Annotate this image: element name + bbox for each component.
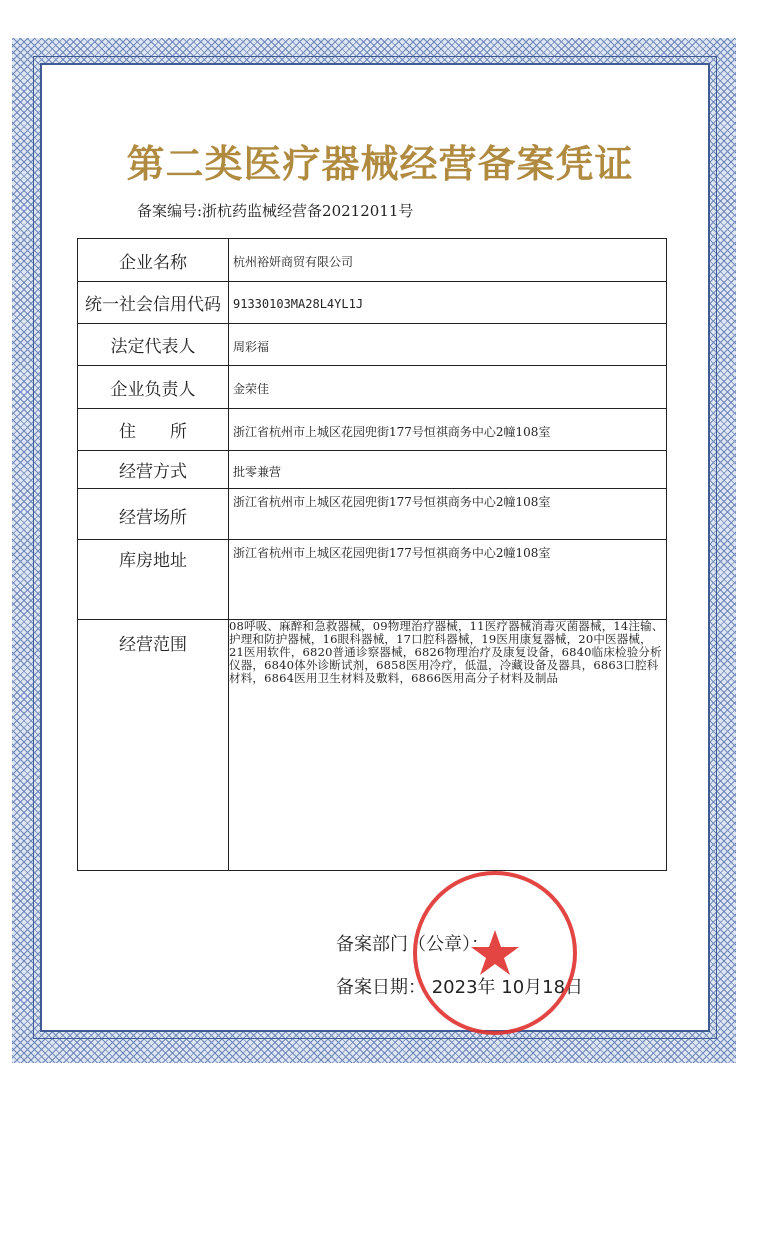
record-number: 备案编号:浙杭药监械经营备20212011号 (137, 202, 414, 220)
row-value: 金荣佳 (229, 366, 667, 409)
info-table (77, 238, 667, 871)
filing-date: 备案日期： 2023年 10月18日 (336, 977, 584, 998)
scope-label: 经营范围 (78, 620, 229, 871)
row-label: 法定代表人 (78, 324, 229, 366)
row-label: 经营场所 (78, 489, 229, 540)
row-value: 杭州裕妍商贸有限公司 (229, 239, 667, 282)
table-row (78, 409, 667, 451)
row-value: 浙江省杭州市上城区花园兜街177号恒祺商务中心2幢108室 (229, 409, 667, 451)
certificate-title: 第二类医疗器械经营备案凭证 (126, 141, 634, 186)
row-label: 统一社会信用代码 (78, 282, 229, 324)
row-label: 企业负责人 (78, 366, 229, 409)
table-row (78, 324, 667, 366)
row-label: 经营方式 (78, 451, 229, 489)
filing-department: 备案部门（公章）： (336, 934, 489, 955)
row-value: 浙江省杭州市上城区花园兜街177号恒祺商务中心2幢108室 (229, 540, 667, 620)
row-value: 周彩福 (229, 324, 667, 366)
row-label: 企业名称 (78, 239, 229, 282)
row-label: 住 所 (78, 409, 229, 451)
row-value: 批零兼营 (229, 451, 667, 489)
official-seal-icon (410, 868, 580, 1038)
table-row (78, 489, 667, 540)
table-row (78, 620, 667, 871)
table-row (78, 282, 667, 324)
table-row (78, 239, 667, 282)
table-row (78, 366, 667, 409)
scope-value: 08呼吸、麻醉和急救器械，09物理治疗器械，11医疗器械消毒灭菌器械，14注输、护理和防护器械，16眼科器械，17口腔科器械，19医用康复器械，20中医器械，21医用软件，6820普通诊察器械，6826物理治疗及康复设备，6840临床检验分析仪器，6840体外诊断试剂，6858医用冷疗，低温，冷藏设备及器具，6863口腔科材料，6864医用卫生材料及敷料，6866医用高分子材料及制品 (229, 620, 667, 871)
row-label: 库房地址 (78, 540, 229, 620)
row-value: 浙江省杭州市上城区花园兜街177号恒祺商务中心2幢108室 (229, 489, 667, 540)
row-value: 91330103MA28L4YL1J (229, 282, 667, 324)
table-row (78, 540, 667, 620)
table-row (78, 451, 667, 489)
